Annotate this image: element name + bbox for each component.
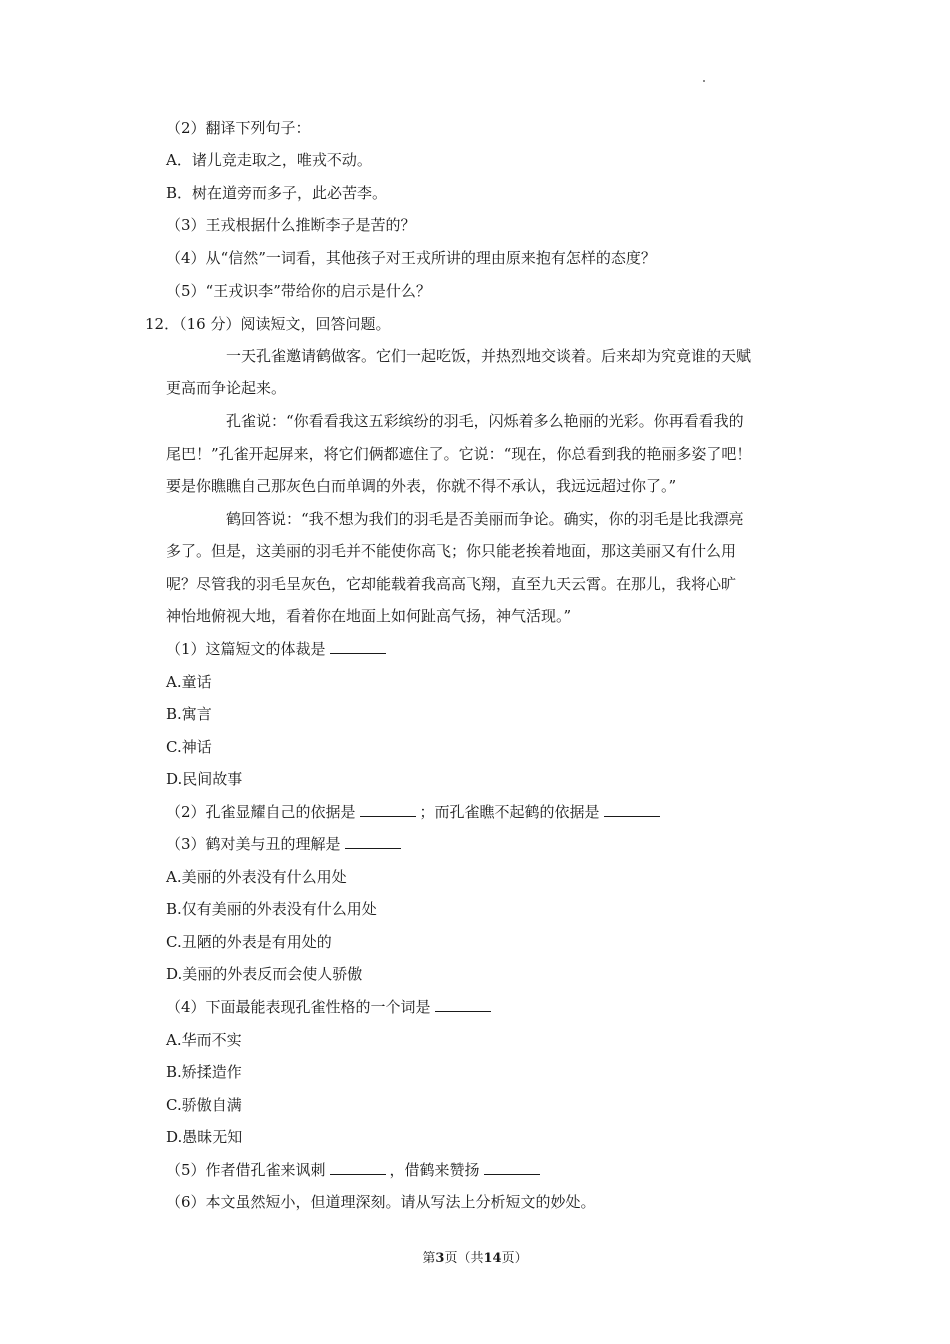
answer-blank[interactable] bbox=[330, 639, 386, 654]
q12-sub5-text-a: （5）作者借孔雀来讽刺 bbox=[166, 1161, 326, 1179]
q12-sub3-option: C.丑陋的外表是有用处的 bbox=[166, 933, 332, 951]
footer-mid: 页（共 bbox=[444, 1251, 484, 1266]
q12-sub4-option: B.矫揉造作 bbox=[166, 1063, 242, 1081]
q12-sub3-option: A.美丽的外表没有什么用处 bbox=[166, 868, 347, 886]
answer-blank[interactable] bbox=[604, 802, 660, 817]
q12-sub5 bbox=[166, 1160, 544, 1180]
q12-sub4-option: D.愚昧无知 bbox=[166, 1128, 243, 1146]
answer-blank[interactable] bbox=[360, 802, 416, 817]
q12-sub4-text: （4）下面最能表现孔雀性格的一个词是 bbox=[166, 998, 431, 1016]
passage-line: 尾巴！”孔雀开起屏来，将它们俩都遮住了。它说：“现在，你总看到我的艳丽多姿了吧！ bbox=[166, 445, 752, 463]
footer-prefix: 第 bbox=[422, 1251, 436, 1266]
answer-blank[interactable] bbox=[435, 997, 491, 1012]
q12-sub4-option: C.骄傲自满 bbox=[166, 1096, 242, 1114]
q12-header: 12．（16 分）阅读短文，回答问题。 bbox=[145, 315, 391, 333]
q12-sub1-option: A.童话 bbox=[166, 673, 212, 691]
q12-sub1 bbox=[166, 639, 390, 659]
passage-line: 鹤回答说：“我不想为我们的羽毛是否美丽而争论。确实，你的羽毛是比我漂亮 bbox=[226, 510, 744, 528]
footer-suffix: 页） bbox=[501, 1251, 528, 1266]
passage-line: 神怡地俯视大地，看着你在地面上如何趾高气扬，神气活现。” bbox=[166, 607, 572, 625]
q12-sub1-option: C.神话 bbox=[166, 738, 212, 756]
q12-sub2-text-b: ；而孔雀瞧不起鹤的依据是 bbox=[419, 803, 600, 821]
passage-line: 孔雀说：“你看看我这五彩缤纷的羽毛，闪烁着多么艳丽的光彩。你再看看我的 bbox=[226, 412, 744, 430]
q12-sub1-option: D.民间故事 bbox=[166, 770, 243, 788]
q12-sub1-text: （1）这篇短文的体裁是 bbox=[166, 640, 326, 658]
q12-sub2 bbox=[166, 802, 664, 822]
q11-sub5: （5）“王戎识李”带给你的启示是什么？ bbox=[166, 282, 431, 300]
q12-sub4 bbox=[166, 997, 495, 1017]
q12-sub2-text-a: （2）孔雀显耀自己的依据是 bbox=[166, 803, 356, 821]
passage-line: 更高而争论起来。 bbox=[166, 379, 287, 397]
q11-sub2-b: B．树在道旁而多子，此必苦李。 bbox=[166, 184, 388, 202]
q11-sub3: （3）王戎根据什么推断李子是苦的？ bbox=[166, 216, 416, 234]
q11-sub4: （4）从“信然”一词看，其他孩子对王戎所讲的理由原来抱有怎样的态度？ bbox=[166, 249, 656, 267]
q12-sub1-option: B.寓言 bbox=[166, 705, 212, 723]
answer-blank[interactable] bbox=[330, 1160, 386, 1175]
answer-blank[interactable] bbox=[345, 834, 401, 849]
q12-sub3-option: D.美丽的外表反而会使人骄傲 bbox=[166, 965, 363, 983]
q12-sub3-text: （3）鹤对美与丑的理解是 bbox=[166, 835, 341, 853]
q12-sub6: （6）本文虽然短小，但道理深刻。请从写法上分析短文的妙处。 bbox=[166, 1193, 596, 1211]
q11-sub2: （2）翻译下列句子： bbox=[166, 119, 311, 137]
q11-sub2-a: A．诸儿竞走取之，唯戎不动。 bbox=[166, 151, 372, 169]
footer-page-number: 3 bbox=[435, 1251, 445, 1266]
answer-blank[interactable] bbox=[484, 1160, 540, 1175]
q12-sub3-option: B.仅有美丽的外表没有什么用处 bbox=[166, 900, 377, 918]
q12-sub3 bbox=[166, 834, 405, 854]
page-mark bbox=[703, 80, 705, 82]
q12-sub5-text-b: ，借鹤来赞扬 bbox=[389, 1161, 480, 1179]
page-footer bbox=[0, 1250, 950, 1268]
passage-line: 多了。但是，这美丽的羽毛并不能使你高飞；你只能老挨着地面，那这美丽又有什么用 bbox=[166, 542, 737, 560]
passage-line: 要是你瞧瞧自己那灰色白而单调的外表，你就不得不承认，我远远超过你了。” bbox=[166, 477, 677, 495]
footer-total-pages: 14 bbox=[483, 1251, 502, 1266]
q12-sub4-option: A.华而不实 bbox=[166, 1031, 242, 1049]
passage-line: 一天孔雀邀请鹤做客。它们一起吃饭，并热烈地交谈着。后来却为究竟谁的天赋 bbox=[226, 347, 752, 365]
passage-line: 呢？尽管我的羽毛呈灰色，它却能载着我高高飞翔，直至九天云霄。在那儿，我将心旷 bbox=[166, 575, 737, 593]
